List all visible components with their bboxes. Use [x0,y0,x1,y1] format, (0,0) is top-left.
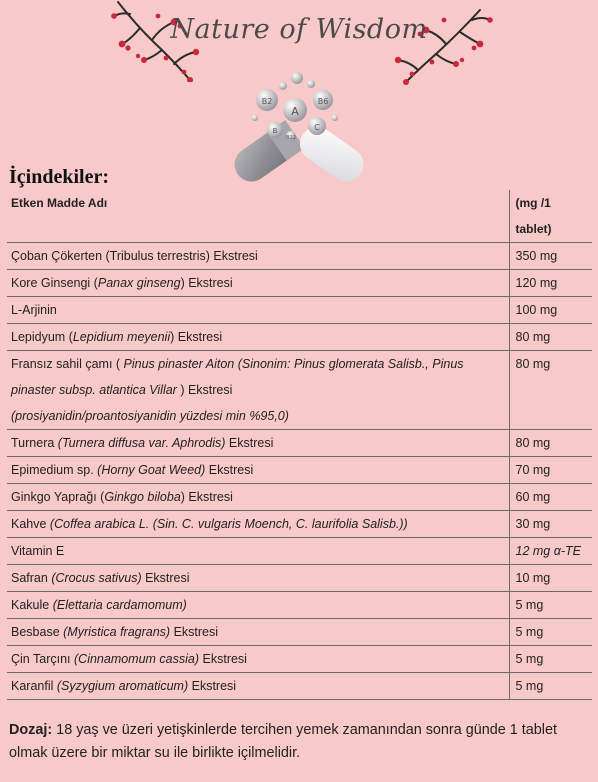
ingredient-amount: 100 mg [509,297,592,324]
ingredient-amount [509,403,592,430]
table-row [7,377,592,403]
table-row [7,619,592,646]
table-row [7,538,592,565]
ingredient-name: Kahve (Coffea arabica L. (Sin. C. vulgaris Moench, C. laurifolia Salisb.)) [7,511,509,538]
section-title: İçindekiler: [9,166,109,188]
vitamin-b-label: B [272,127,278,135]
ingredient-name: Fransız sahil çamı ( Pinus pinaster Aiton (Sinonim: Pinus glomerata Salisb., Pinus [11,357,464,371]
ingredient-name: Kore Ginsengi (Panax ginseng) Ekstresi [7,270,509,297]
ingredient-amount: 10 mg [509,565,592,592]
table-row [7,324,592,351]
ingredient-amount: 70 mg [509,457,592,484]
ingredient-amount: 5 mg [509,619,592,646]
table-row [7,565,592,592]
ingredient-amount: 5 mg [509,592,592,619]
ingredient-name: Besbase (Myristica fragrans) Ekstresi [7,619,509,646]
ingredient-name: (prosiyanidin/proantosiyanidin yüzdesi min %95,0) [7,403,509,430]
table-row [7,511,592,538]
ingredient-amount: 5 mg [509,646,592,673]
table-row [7,351,592,378]
ingredients-table [7,190,592,700]
ingredient-name: Çoban Çökerten (Tribulus terrestris) Ekstresi [7,243,509,270]
ingredient-name: L-Arjinin [7,297,509,324]
table-row [7,673,592,700]
ingredient-name: Lepidyum (Lepidium meyenii) Ekstresi [7,324,509,351]
vitamin-capsule-icon [225,60,373,184]
table-row [7,403,592,430]
column-header-name: Etken Madde Adı [11,196,108,210]
dosage-note [9,719,591,765]
ingredient-name: Turnera (Turnera diffusa var. Aphrodis) Ekstresi [7,430,509,457]
ingredient-amount: 120 mg [509,270,592,297]
ingredient-name: Vitamin E [7,538,509,565]
table-row [7,592,592,619]
vitamin-b2-label: B2 [261,97,273,106]
ingredient-name: Safran (Crocus sativus) Ekstresi [7,565,509,592]
ingredient-amount: 80 mg [509,351,592,378]
column-header-amount-unit: tablet) [509,216,592,243]
ingredient-name: Karanfil (Syzygium aromaticum) Ekstresi [7,673,509,700]
ingredient-name: pinaster subsp. atlantica Villar ) Ekstresi [11,383,233,397]
table-header-row-continued [7,216,592,243]
vitamin-b6-label: B6 [317,97,329,106]
ingredient-amount: 80 mg [509,430,592,457]
ingredient-amount: 80 mg [509,324,592,351]
table-row [7,457,592,484]
ingredient-amount [509,377,592,403]
ingredient-name: Epimedium sp. (Horny Goat Weed) Ekstresi [7,457,509,484]
table-row [7,484,592,511]
table-row [7,646,592,673]
ingredient-amount: 60 mg [509,484,592,511]
ingredient-amount: 30 mg [509,511,592,538]
brand-title: Nature of Wisdom [170,14,428,45]
table-row [7,243,592,270]
ingredient-name: Çin Tarçını (Cinnamomum cassia) Ekstresi [7,646,509,673]
ingredient-amount: 350 mg [509,243,592,270]
ingredient-name: Ginkgo Yaprağı (Ginkgo biloba) Ekstresi [7,484,509,511]
vitamin-c-label: C [314,123,320,132]
ingredient-amount: 12 mg α-TE [509,538,592,565]
header [0,0,598,170]
table-row [7,430,592,457]
dosage-text: 18 yaş ve üzeri yetişkinlerde tercihen yemek zamanından sonra günde 1 tablet olmak üzere bir miktar su ile birlikte içilmelidir. [9,722,557,761]
column-header-amount: (mg /1 [509,190,592,216]
table-row [7,270,592,297]
table-row [7,297,592,324]
table-header-row [7,190,592,216]
ingredient-name: Kakule (Elettaria cardamomum) [7,592,509,619]
vitamin-b12-label: B12 [286,135,296,141]
vitamin-a-label: A [291,105,299,118]
dosage-label: Dozaj: [9,722,53,738]
ingredient-amount: 5 mg [509,673,592,700]
